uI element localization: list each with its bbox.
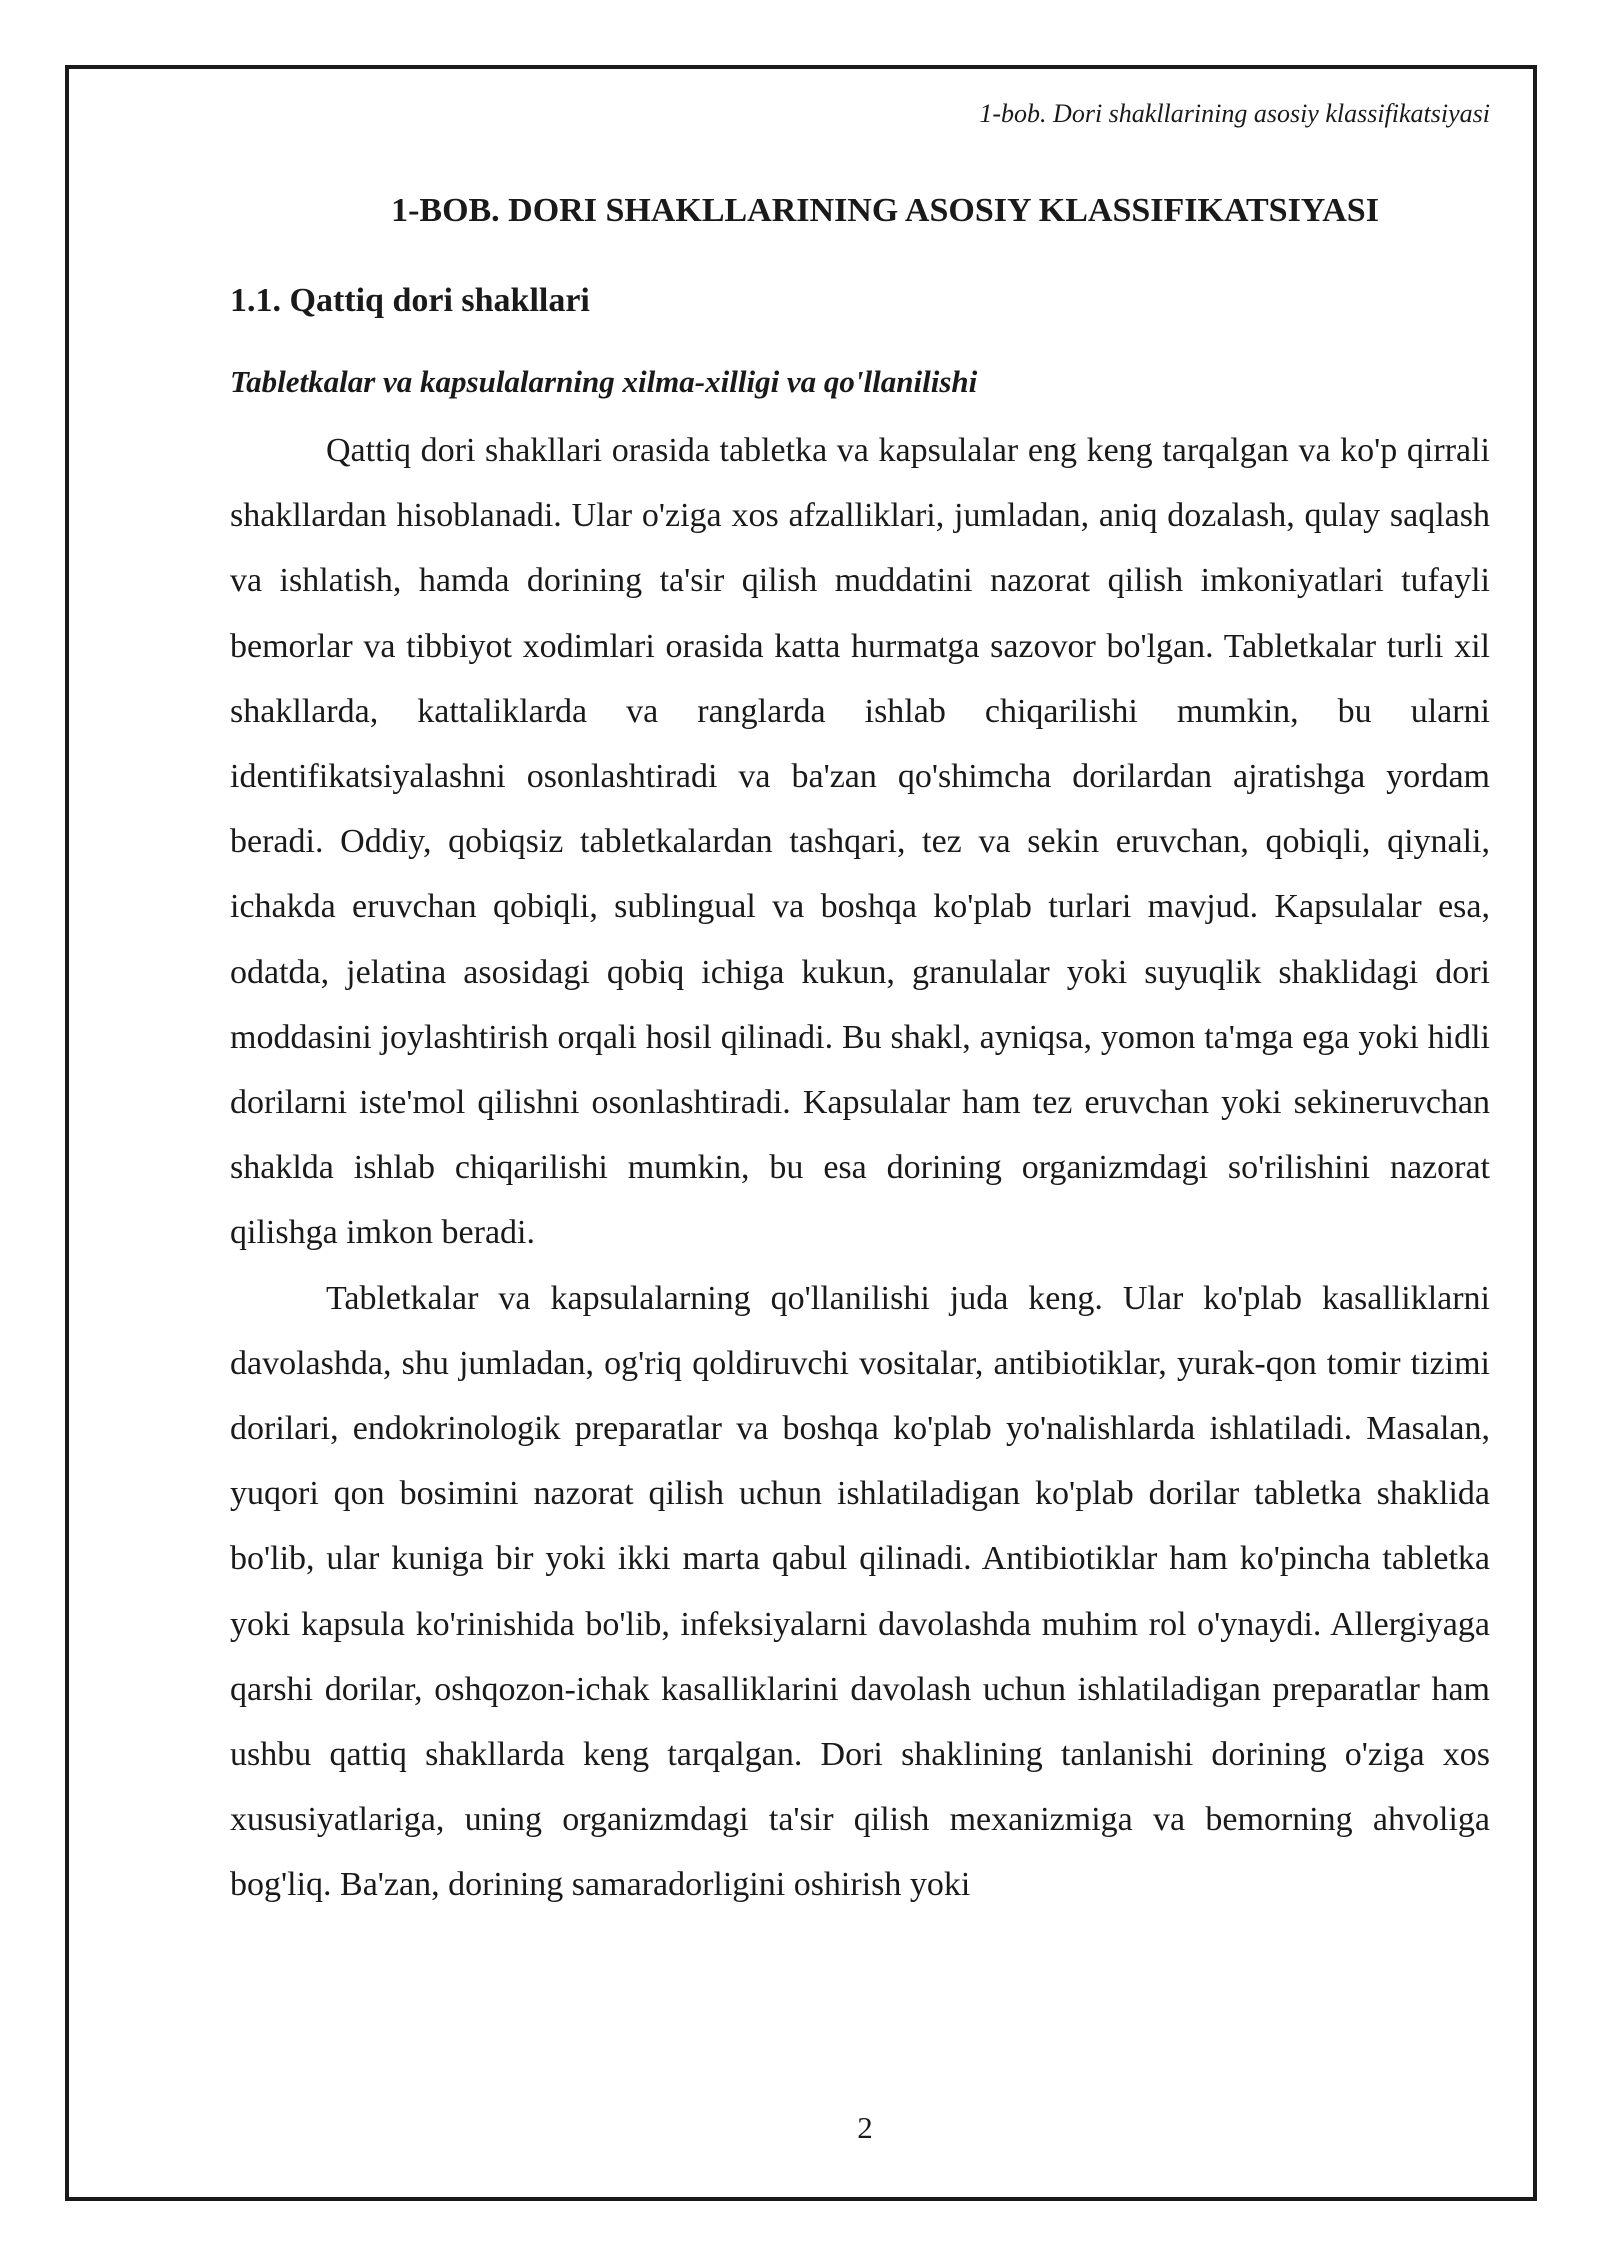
subsection-title: Tabletkalar va kapsulalarning xilma-xilligi va qo'llanilishi — [230, 364, 978, 399]
section-title: 1.1. Qattiq dori shakllari — [230, 282, 590, 319]
page-content — [230, 180, 1490, 1918]
page-number: 2 — [857, 2110, 873, 2145]
paragraph: Tabletkalar va kapsulalarning qo'llanilishi juda keng. Ular ko'plab kasalliklarni davolashda, shu jumladan, og'riq qoldiruvchi vositalar, antibiotiklar, yurak-qon tomir tizimi dorilari, endokrinologik preparatlar va boshqa ko'plab yo'nalishlarda ishlatiladi. Masalan, yuqori qon bosimini nazorat qilish uchun ishlatiladigan ko'plab dorilar tabletka shaklida bo'lib, ular kuniga bir yoki ikki marta qabul qilinadi. Antibiotiklar ham ko'pincha tabletka yoki kapsula ko'rinishida bo'lib, infeksiyalarni davolashda muhim rol o'ynaydi. Allergiyaga qarshi dorilar, oshqozon-ichak kasalliklarini davolash uchun ishlatiladigan preparatlar ham ushbu qattiq shakllarda keng tarqalgan. Dori shaklining tanlanishi dorining o'ziga xos xususiyatlariga, uning organizmdagi ta'sir qilish mexanizmiga va bemorning ahvoliga bog'liq. Ba'zan, dorining samaradorligini oshirish yoki — [230, 1279, 1490, 1904]
running-header: 1-bob. Dori shakllarining asosiy klassifikatsiyasi — [979, 99, 1490, 128]
chapter-title: 1-BOB. DORI SHAKLLARINING ASOSIY KLASSIFIKATSIYASI — [391, 192, 1379, 229]
paragraph: Qattiq dori shakllari orasida tabletka va kapsulalar eng keng tarqalgan va ko'p qirrali shakllardan hisoblanadi. Ular o'ziga xos afzalliklari, jumladan, aniq dozalash, qulay saqlash va ishlatish, hamda dorining ta'sir qilish muddatini nazorat qilish imkoniyatlari tufayli bemorlar va tibbiyot xodimlari orasida katta hurmatga sazovor bo'lgan. Tabletkalar turli xil shakllarda, kattaliklarda va ranglarda ishlab chiqarilishi mumkin, bu ularni identifikatsiyalashni osonlashtiradi va ba'zan qo'shimcha dorilardan ajratishga yordam beradi. Oddiy, qobiqsiz tabletkalardan tashqari, tez va sekin eruvchan, qobiqli, qiynali, ichakda eruvchan qobiqli, sublingual va boshqa ko'plab turlari mavjud. Kapsulalar esa, odatda, jelatina asosidagi qobiq ichiga kukun, granulalar yoki suyuqlik shaklidagi dori moddasini joylashtirish orqali hosil qilinadi. Bu shakl, ayniqsa, yomon ta'mga ega yoki hidli dorilarni iste'mol qilishni osonlashtiradi. Kapsulalar ham tez eruvchan yoki sekineruvchan shaklda ishlab chiqarilishi mumkin, bu esa dorining organizmdagi so'rilishini nazorat qilishga imkon beradi. — [230, 432, 1490, 1252]
body-text — [230, 418, 1490, 1918]
